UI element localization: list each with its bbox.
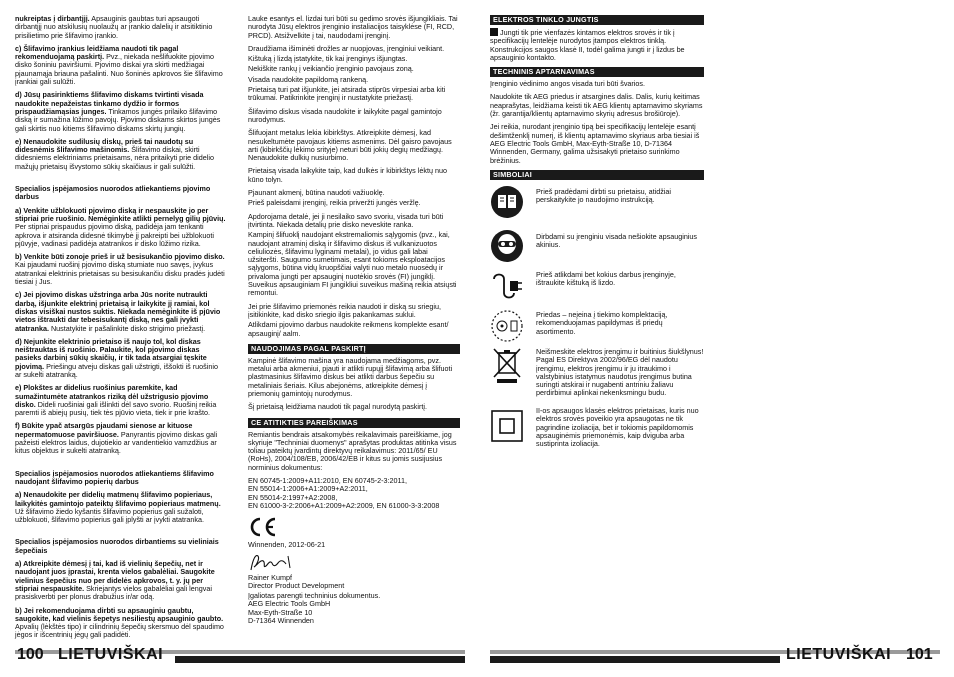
read-manual-icon	[490, 185, 524, 219]
square-icon	[490, 28, 498, 36]
middle-column	[248, 15, 460, 625]
paragraph: Įrenginio vėdinimo angos visada turi būti švarios.	[490, 79, 646, 89]
standard-line: EN 55014-2:1997+A2:2008,	[248, 492, 338, 502]
symbol-text: Prieš atlikdami bet kokius darbus įrenginyje, ištraukite kištuką iš lizdo.	[536, 270, 676, 288]
paragraph: Jei reikia, nurodant įrenginio tipą bei specifikacijų lentelėje esantį dešimtženklį numerį, iš klientų aptarnavimo skyriaus arba tiesiai iš AEG Electric Tools GmbH, Max-Eyth-Straße 10, D-71364 Winnenden, Germany, galima užsisakyti prietaiso surinkimo brėžinius.	[490, 122, 700, 165]
symbol-text: Priedas – neįeina į tiekimo komplektaciją, rekomenduojamas papildymas iš priedų asortimento.	[536, 310, 668, 336]
footer-bar-left	[175, 656, 465, 663]
paragraph: a) Venkite užblokuoti pjovimo diską ir nespauskite jo per stipriai prie ruošinio. Nemėginkite atlikti pernelyg gilių pjūvių. Per stipriai prispaudus pjovimo diską, padidėja jam tenkanti apkrova ir atsiranda didesnė tikimybė jį pakreipti bei užblokuoti pjūvyje, vadinasi padidėja atatrankos ir disko lūžimo rizika.	[15, 205, 226, 248]
paragraph: f) Būkite ypač atsargūs pjaudami sienose ar kituose nepermatomuose paviršiuose. Panyrantis pjovimo diskas gali pažeisti elektros laidus, dujotiekio ar vandentiekio vamzdžius ar kitus objektus ir sukelti atatranką.	[15, 421, 218, 456]
paragraph: c) Jei pjovimo diskas užstringa arba Jūs norite nutraukti darbą, išjunkite elektrinį prietaisą ir laikykite jį ramiai, kol diskas visiškai nustos suktis. Niekada nemėginkite iš pjūvio vietos ištraukti dar tebesisukantį diską, nes gali įvykti atatranka. Nustatykite ir pašalinkite disko strigimo priežastį.	[15, 290, 221, 333]
paragraph: Kampinį šlifuoklį naudojant ekstremaliomis sąlygomis (pvz., kai, naudojant atraminį diską ir šlifavimo diskus iš vulkanizuotos celiuliozės, šlifavimu lyginami metalai), jo vidus gali labai užsiteršti. Saugumo sumetimais, esant tokioms eksploatacijos sąlygoms, būtina vidų kruopščiai valyti nuo metalo nuosėdų ir privaloma jungti per apsauginį nuotėkio srovės (FI) jungiklį. Suveikus apsauginiam FI jungikliui suveikus mašiną reikia atsiųsti remontui.	[248, 230, 457, 298]
paragraph: c) Šlifavimo įrankius leidžiama naudoti tik pagal rekomenduojamą paskirtį. Pvz., niekada nešlifuokite pjovimo disko šoniniu paviršiumi. Pjovimo diskai yra skirti medžiagai pjaunamąja briauna pašalinti. Nuo šoninės apkrovos šie šlifavimo įrankiai gali sulūžti.	[15, 43, 223, 87]
section-title: Specialios įspėjamosios nuorodos atliekantiems pjovimo darbus	[15, 184, 211, 202]
standard-line: EN 55014-1:2006+A1:2009+A2:2011,	[248, 484, 368, 494]
paragraph: Prietaisą visada laikykite taip, kad dulkės ir kibirkštys lėktų nuo kūno tolyn.	[248, 166, 447, 184]
right-column	[490, 15, 704, 183]
protection-class-ii-icon	[490, 409, 524, 443]
paragraph: Kištuką į lizdą įstatykite, tik kai įrenginys išjungtas.	[248, 54, 408, 64]
paragraph: Prietaisą turi pat išjunkite, jei atsirada stiprūs virpesiai arba kiti trūkumai. Patikrinkite įrenginį ir nustatykite priežastį.	[248, 85, 446, 103]
paragraph: Jungti tik prie vienfazės kintamos elektros srovės ir tik į specifikacijų lentelėje nurodytos įtampos elektros tinklą. Konstrukcijos saugos klasė II, todėl galima jungti ir į lizdus be apsauginio kontakto.	[490, 28, 685, 62]
company-street: Max-Eyth-Straße 10	[248, 607, 313, 617]
section-header-symbols: SIMBOLIAI	[490, 170, 704, 180]
paragraph: d) Jūsų pasirinktiems šlifavimo diskams tvirtinti visada naudokite nepažeistas tinkamo dydžio ir formos prispaudžiamąsias junges. Tinkamos jungės prilaiko šlifavimo diską ir sumažina lūžimo pavojų. Pjovimo diskams skirtos jungės gali skirtis nuo kitiems šlifavimo diskams skirtų jungių.	[15, 90, 221, 133]
paragraph: Kampinė šlifavimo mašina yra naudojama medžiagoms, pvz. metalui arba akmeniui, pjauti ir atlikti rupųjį šlifavimą arba šlifuoti plastmasinius šlifavimo diskus bei atlikti darbus šepečiu su metaliniais šeriais. Kilus abejonėms, atkreipkite dėmesį į priemonių gamintojų nurodymus.	[248, 355, 453, 398]
paragraph: Apdorojama detalė, jei ji nesilaiko savo svoriu, visada turi būti įtvirtinta. Niekada detalių prie disko neveskite ranka.	[248, 211, 444, 229]
paragraph: Šį prietaisą leidžiama naudoti tik pagal nurodytą paskirtį.	[248, 402, 427, 412]
page-title-right: LIETUVIŠKAI	[786, 646, 892, 663]
section-header-intended-use: NAUDOJIMAS PAGAL PASKIRTĮ	[248, 344, 460, 354]
section-header-service: TECHNINIS APTARNAVIMAS	[490, 67, 704, 77]
company-city: D-71364 Winnenden	[248, 616, 314, 626]
paragraph: nukreiptas į dirbantįjį. Apsauginis gaubtas turi apsaugoti dirbantįjį nuo atskilusių nuolaužų ar įrankio dalelių ir atsitiktinio prisilietimo prie šlifavimo įrankio.	[15, 14, 213, 40]
paragraph: Nekiškite rankų į veikiančio įrenginio pavojaus zoną.	[248, 64, 414, 74]
paragraph: a) Atkreipkite dėmesį į tai, kad iš vielinių šepečių, net ir naudojant juos įprastai, krenta vielos gabalėliai. Saugokite vielinius šepečius nuo per didelės apkrovos, t. y. jų per stipriai nespauskite. Skriejantys vielos gabalėliai gali lengvai prasiskverbti per plonus drabužius ir/ar odą.	[15, 559, 215, 602]
authorized-note: Įgaliotas parengti techninius dokumentus.	[248, 591, 381, 601]
ce-mark-icon	[248, 516, 460, 538]
accessory-icon	[490, 309, 524, 343]
paragraph: b) Venkite būti zonoje prieš ir už besisukančio pjovimo disko. Kai pjaudami ruošinį pjovimo diską stumiate nuo savęs, įvykus atatrankai elektrinis prietaisas su besisukančiu disku pradės judėti tiesiai į Jus.	[15, 252, 225, 287]
company-name: AEG Electric Tools GmbH	[248, 599, 331, 609]
crossed-bin-icon	[490, 345, 524, 379]
signature-icon	[248, 552, 460, 574]
standard-line: EN 60745-1:2009+A11:2010, EN 60745-2-3:2011,	[248, 476, 407, 486]
symbol-text: Neišmeskite elektros įrengimu ir buitinius šiukšlynus! Pagal ES Direktyva 2002/96/EG dėl naudotu įrengimu, elektros įrengimu ir ju itraukimo i valstybinius istatymus naudotus įrengimus butina suringti atskirai ir nugabenti antriniu žaliavu perdirbimui aplinkai nekenksmingu budu.	[536, 347, 704, 398]
signer-name: Rainer Kumpf	[248, 572, 292, 582]
symbols-list	[490, 185, 704, 465]
standards-list	[248, 477, 460, 510]
symbol-text: II-os apsaugos klasės elektros prietaisas, kuris nuo elektros srovės poveikio yra apsaugotas ne tik pagrindine izoliacija, bet ir tokiomis papildomomis apsauginėmis priemonėmis, kaip dviguba arba sustiprinta izoliacija.	[536, 406, 699, 449]
page-number-right: 101	[906, 646, 933, 663]
symbol-text: Dirbdami su įrenginiu visada nešiokite apsauginius akinius.	[536, 232, 698, 250]
paragraph: Pjaunant akmenį, būtina naudoti važiuoklę.	[248, 188, 385, 198]
standard-line: EN 61000-3-2:2006+A1:2009+A2:2009, EN 61000-3-3:2008	[248, 500, 440, 510]
unplug-icon	[490, 269, 524, 303]
page-number-left: 100	[17, 646, 44, 663]
section-title: Specialios įspėjamosios nuorodos dirbantiems su vieliniais šepečiais	[15, 537, 219, 555]
paragraph: b) Jei rekomenduojama dirbti su apsauginiu gaubtu, saugokite, kad vielinis šepetys nesiliestų apsauginio gaubto. Apvalių (lėkštės tipo) ir cilindrinių šepečių skersmuo dėl spaudimo jėgos ir išcentrinių jėgų gali padidėti.	[15, 605, 224, 640]
paragraph: d) Nejunkite elektrinio prietaiso iš naujo tol, kol diskas neištrauktas iš ruošinio. Palaukite, kol pjovimo diskas pasieks darbinį sūkių skaičių, ir tik tada atsargiai tęskite pjovimą. Priešingu atveju diskas gali užstrigti, iššokti iš ruošinio ar sukelti atatranką.	[15, 336, 218, 379]
paragraph: Visada naudokite papildomą rankeną.	[248, 74, 369, 84]
paragraph: Naudokite tik AEG priedus ir atsargines dalis. Dalis, kurių keitimas neaprašytas, leidžiama keisti tik AEG klientų aptarnavimo skyriams (žr. garantija/klientų aptarnavimo skyrių adresus brošiūroje).	[490, 92, 703, 119]
section-title: Specialios įspėjamosios nuorodos atliekantiems šlifavimo naudojant šlifavimo popierių darbus	[15, 468, 214, 486]
signer-title: Director Product Development	[248, 580, 345, 590]
paragraph: a) Nenaudokite per didelių matmenų šlifavimo popieriaus, laikykitės gamintojo pateiktų šlifavimo popieriaus matmenų. Už šlifavimo žiedo kyšantis šlifavimo popierius gali sužaloti, užblokuoti, šlifavimo popierius gali įplyšti ar įvykti atatranka.	[15, 490, 221, 525]
section-header-ce-conformity: CE ATITIKTIES PAREIŠKIMAS	[248, 418, 460, 428]
place-date: Winnenden, 2012-06-21	[248, 540, 326, 550]
page-title-left: LIETUVIŠKAI	[58, 646, 164, 663]
section-header-mains-connection: ELEKTROS TINKLO JUNGTIS	[490, 15, 704, 25]
paragraph: e) Nenaudokite sudilusių diskų, prieš tai naudotų su didesnėmis šlifavimo mašinomis. Šlifavimo diskai, skirti didesniems elektriniams prietaisams, nėra pritaikyti prie didelio mažųjų prietaisų išvystomo sūkių skaičiaus ir gali sulūžti.	[15, 136, 214, 171]
paragraph: Prieš paleisdami įrenginį, reikia priveržti jungės veržlę.	[248, 198, 421, 208]
paragraph: Draudžiama išiminėti drožles ar nuopjovas, įrenginiui veikiant.	[248, 43, 445, 53]
footer-bar-right	[490, 656, 780, 663]
symbol-text: Prieš pradėdami dirbti su prietaisu, atidžiai perskaitykite jo naudojimo instrukciją.	[536, 187, 672, 205]
paragraph: Atlikdami pjovimo darbus naudokite reikmens komplekte esant/ apsauginį/ aalm.	[248, 320, 449, 338]
left-column	[15, 15, 226, 645]
paragraph: Šlifuojant metalus lekia kibirkštys. Atkreipkite dėmesį, kad nesukeltumėte pavojaus kitiems asmenims. Dėl gaisro pavojaus arti (kibirkščių lėkimo srityje) neturi būti jokių degių medžiagų. Nenaudokite dulkių nusiurbimo.	[248, 128, 452, 163]
paragraph: Šlifavimo diskus visada naudokite ir laikykite pagal gamintojo nurodymus.	[248, 106, 442, 124]
paragraph: e) Plokštes ar didelius ruošinius paremkite, kad sumažintumėte atatrankos riziką dėl užstrigusio pjovimo disko. Dideli ruošiniai gali išlinkti dėl savo svorio. Ruošinį reikia paremti iš abiejų pusių, tiek tės pjūvio vieta, tiek ir prie krašto.	[15, 383, 217, 418]
safety-goggles-icon	[490, 229, 524, 263]
paragraph: Remiantis bendrais atsakomybės reikalavimais pareiškiame, jog skyriuje "Techniniai duomenys" aprašytas produktas atitinka visus toliau pateiktų įvardintų direktyvų reikalavimus: 2011/65/ EU (RoHs), 2004/108/EB, 2006/42/EB ir kitus su jomis susijusius norminius dokumentus:	[248, 429, 457, 472]
paragraph: Lauke esantys el. lizdai turi būti su gedimo srovės išjungikliais. Tai nurodyta Jūsų elektros įrenginio instaliacijos taisyklėse (FI, RCD, PRCD). Atsižvelkite į tai, naudodami įrenginį.	[248, 14, 458, 40]
paragraph: Jei prie šlifavimo priemonės reikia naudoti ir diską su sriegiu, įsitikinkite, kad disko sriegio ilgis pakankamas suklui.	[248, 301, 441, 319]
